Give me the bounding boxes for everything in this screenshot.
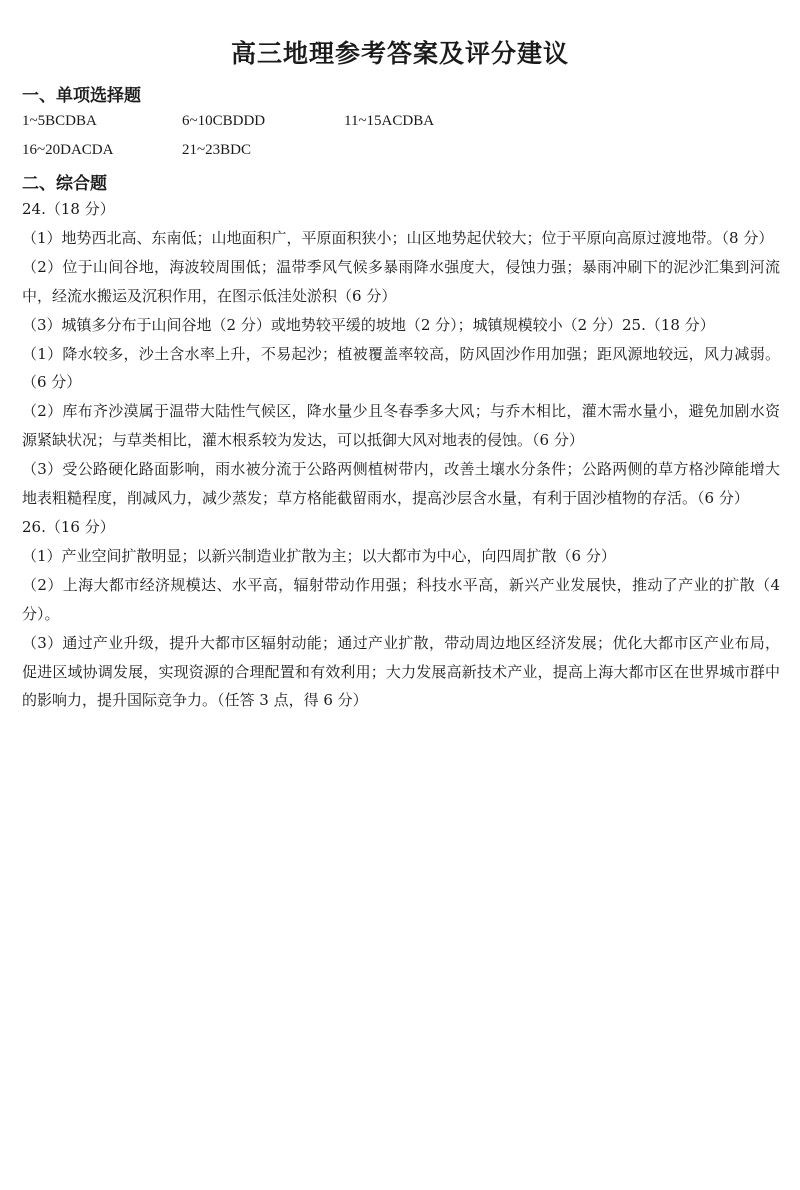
q25-part3: （3）受公路硬化路面影响，雨水被分流于公路两侧植树带内，改善土壤水分条件；公路两侧的草方格沙障能增大地表粗糙程度，削减风力，减少蒸发；草方格能截留雨水，提高沙层含水量，有利于固沙植物的存活。（6 分） [22,460,780,508]
page-title: 高三地理参考答案及评分建议 [230,39,569,68]
q26-part2: （2）上海大都市经济规模达、水平高，辐射带动作用强；科技水平高，新兴产业发展快，推动了产业的扩散（4 分）。 [22,575,780,623]
section-heading-multiple-choice: 一、单项选择题 [22,86,141,106]
mc-answer-1-5: 1~5BCDBA [22,113,97,129]
q25-part2: （2）库布齐沙漠属于温带大陆性气候区，降水量少且冬春季多大风；与乔木相比，灌木需水量小，避免加剧水资源紧缺状况；与草类相比，灌木根系较为发达，可以抵御大风对地表的侵蚀。（6 分） [22,402,780,450]
mc-answer-11-15: 11~15ACDBA [344,113,435,129]
q24-part3-q25-header: （3）城镇多分布于山间谷地（2 分）或地势较平缓的坡地（2 分）；城镇规模较小（2 分）25.（18 分） [22,315,715,334]
q24-part2: （2）位于山间谷地，海波较周围低；温带季风气候多暴雨降水强度大，侵蚀力强；暴雨冲刷下的泥沙汇集到河流中，经流水搬运及沉积作用，在图示低洼处淤积（6 分） [22,257,780,305]
comprehensive-answers [22,195,780,715]
q24-part1: （1）地势西北高、东南低；山地面积广，平原面积狭小；山区地势起伏较大；位于平原向高原过渡地带。（8 分） [22,228,774,247]
mc-answer-21-23: 21~23BDC [182,142,251,158]
mc-answer-6-10: 6~10CBDDD [182,113,266,129]
q25-part1: （1）降水较多，沙土含水率上升，不易起沙；植被覆盖率较高，防风固沙作用加强；距风源地较远，风力减弱。（6 分） [22,344,780,392]
q26-header: 26.（16 分） [22,517,115,536]
q26-part1: （1）产业空间扩散明显；以新兴制造业扩散为主；以大都市为中心，向四周扩散（6 分） [22,546,616,565]
mc-answer-16-20: 16~20DACDA [22,142,114,158]
q26-part3: （3）通过产业升级，提升大都市区辐射动能；通过产业扩散，带动周边地区经济发展；优化大都市区产业布局，促进区域协调发展，实现资源的合理配置和有效利用；大力发展高新技术产业，提高上海大都市区在世界城市群中的影响力，提升国际竞争力。（任答 3 点，得 6 分） [22,633,780,710]
section-heading-comprehensive: 二、综合题 [22,174,107,194]
q24-header: 24.（18 分） [22,200,115,218]
